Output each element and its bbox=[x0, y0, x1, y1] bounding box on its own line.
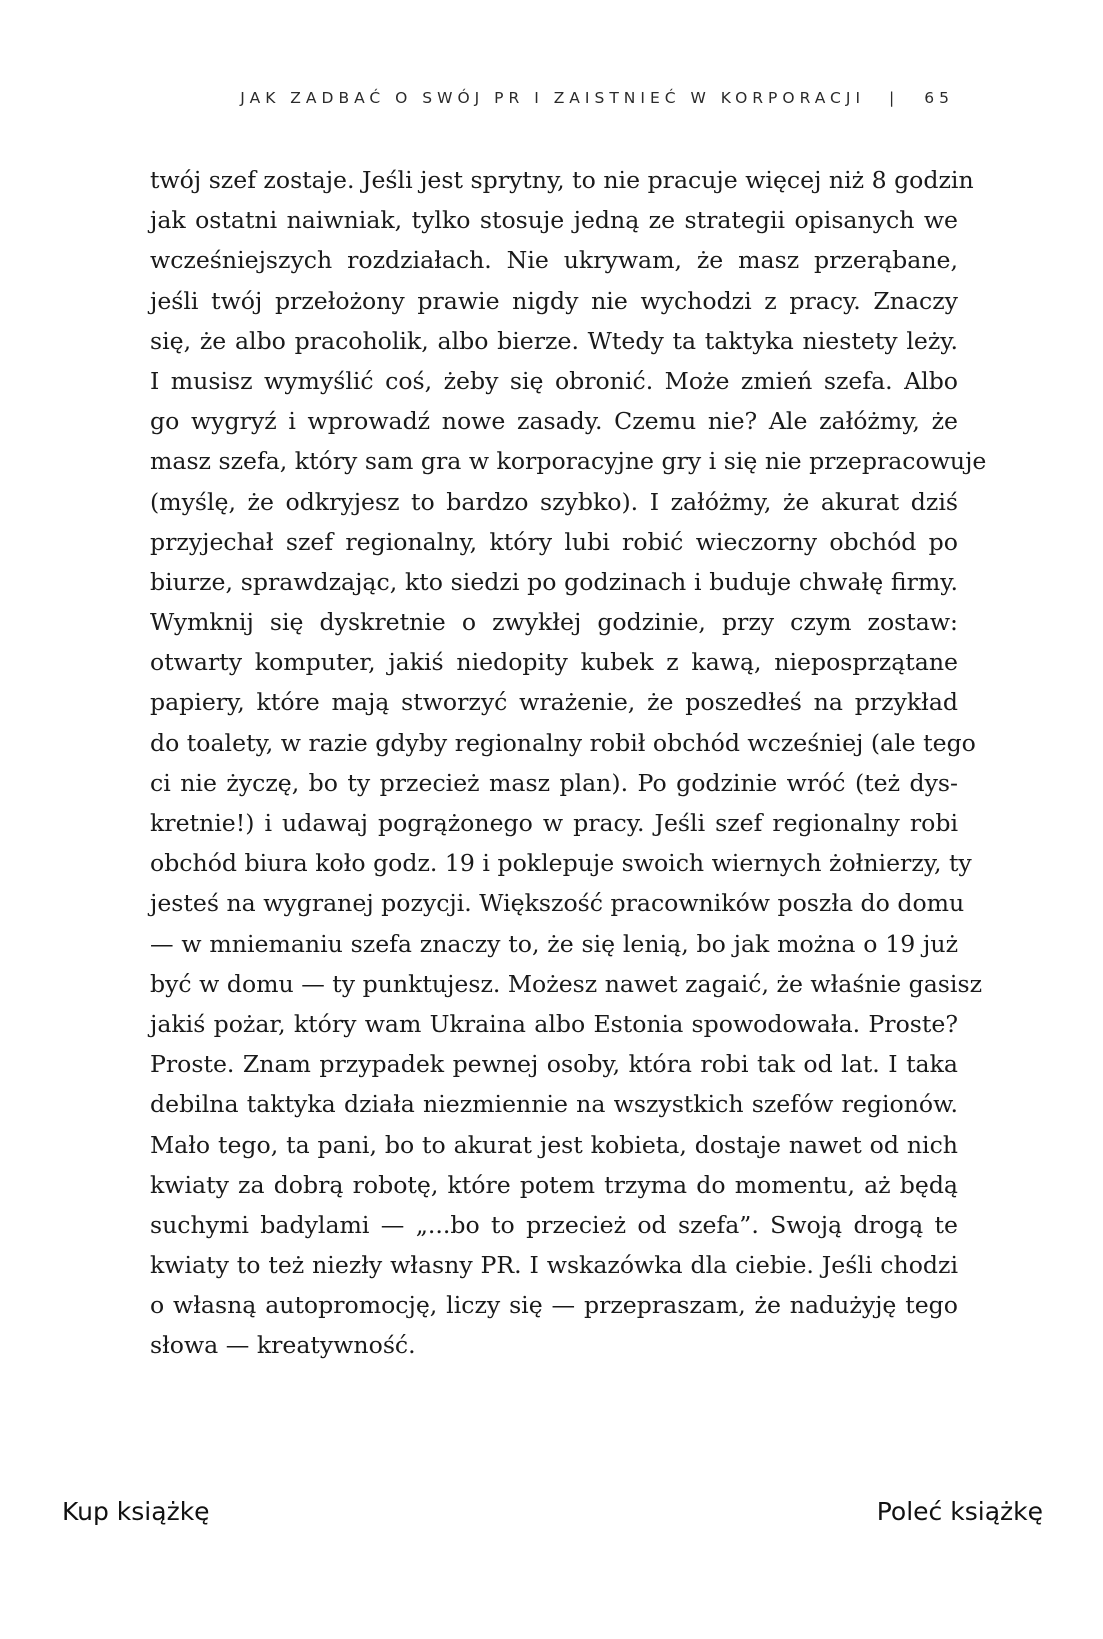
text-line: być w domu — ty punktujesz. Możesz nawet zagaić, że właśnie gasisz bbox=[150, 969, 983, 998]
text-line: Wymknij się dyskretnie o zwykłej godzinie, przy czym zostaw: bbox=[150, 608, 958, 637]
text-line: kretnie!) i udawaj pogrążonego w pracy. Jeśli szef regionalny robi bbox=[150, 809, 958, 837]
text-line-last: słowa — kreatywność. bbox=[150, 1331, 416, 1360]
text-line: jeśli twój przełożony prawie nigdy nie wychodzi z pracy. Znaczy bbox=[150, 286, 958, 315]
text-line: Mało tego, ta pani, bo to akurat jest kobieta, dostaje nawet od nich bbox=[150, 1130, 958, 1159]
text-line: do toalety, w razie gdyby regionalny robił obchód wcześniej (ale tego bbox=[150, 728, 976, 757]
text-line: — w mniemaniu szefa znaczy to, że się lenią, bo jak można o 19 już bbox=[150, 929, 958, 958]
buy-book-link[interactable]: Kup książkę bbox=[62, 1497, 210, 1526]
text-line: się, że albo pracoholik, albo bierze. Wtedy ta taktyka niestety leży. bbox=[150, 326, 958, 355]
page-number: 65 bbox=[924, 89, 954, 107]
text-line: masz szefa, który sam gra w korporacyjne gry i się nie przepracowuje bbox=[150, 447, 987, 476]
text-line: debilna taktyka działa niezmiennie na wszystkich szefów regionów. bbox=[150, 1090, 958, 1119]
text-line: suchymi badylami — „...bo to przecież od szefa”. Swoją drogą te bbox=[150, 1210, 958, 1239]
text-line: go wygryź i wprowadź nowe zasady. Czemu nie? Ale załóżmy, że bbox=[150, 407, 958, 436]
recommend-book-link[interactable]: Poleć książkę bbox=[876, 1497, 1043, 1526]
running-header bbox=[150, 86, 954, 110]
text-line: wcześniejszych rozdziałach. Nie ukrywam, że masz przerąbane, bbox=[150, 246, 958, 275]
text-line: kwiaty za dobrą robotę, które potem trzyma do momentu, aż będą bbox=[150, 1170, 958, 1199]
text-line: papiery, które mają stworzyć wrażenie, że poszedłeś na przykład bbox=[150, 688, 958, 717]
text-line: jakiś pożar, który wam Ukraina albo Estonia spowodowała. Proste? bbox=[150, 1009, 958, 1038]
text-line: Proste. Znam przypadek pewnej osoby, która robi tak od lat. I taka bbox=[150, 1050, 958, 1079]
body-text bbox=[150, 160, 987, 1366]
text-line: otwarty komputer, jakiś niedopity kubek z kawą, nieposprzątane bbox=[150, 648, 958, 677]
text-line: I musisz wymyślić coś, żeby się obronić. Może zmień szefa. Albo bbox=[150, 366, 958, 395]
header-separator: | bbox=[889, 89, 895, 107]
text-line: przyjechał szef regionalny, który lubi robić wieczorny obchód po bbox=[150, 527, 958, 556]
text-line: twój szef zostaje. Jeśli jest sprytny, to nie pracuje więcej niż 8 godzin bbox=[150, 166, 974, 194]
text-line: ci nie życzę, bo ty przecież masz plan). Po godzinie wróć (też dys- bbox=[150, 768, 958, 797]
text-line: obchód biura koło godz. 19 i poklepuje swoich wiernych żołnierzy, ty bbox=[150, 849, 972, 878]
text-line: kwiaty to też niezły własny PR. I wskazówka dla ciebie. Jeśli chodzi bbox=[150, 1251, 958, 1280]
text-line: jak ostatni naiwniak, tylko stosuje jedną ze strategii opisanych we bbox=[150, 206, 958, 235]
text-line: o własną autopromocję, liczy się — przepraszam, że nadużyję tego bbox=[150, 1291, 958, 1320]
text-line: (myślę, że odkryjesz to bardzo szybko). I załóżmy, że akurat dziś bbox=[150, 487, 958, 516]
running-title: JAK ZADBAĆ O SWÓJ PR I ZAISTNIEĆ W KORPORACJI bbox=[240, 89, 866, 107]
text-line: jesteś na wygranej pozycji. Większość pracowników poszła do domu bbox=[150, 889, 965, 918]
text-line: biurze, sprawdzając, kto siedzi po godzinach i buduje chwałę firmy. bbox=[150, 567, 958, 596]
